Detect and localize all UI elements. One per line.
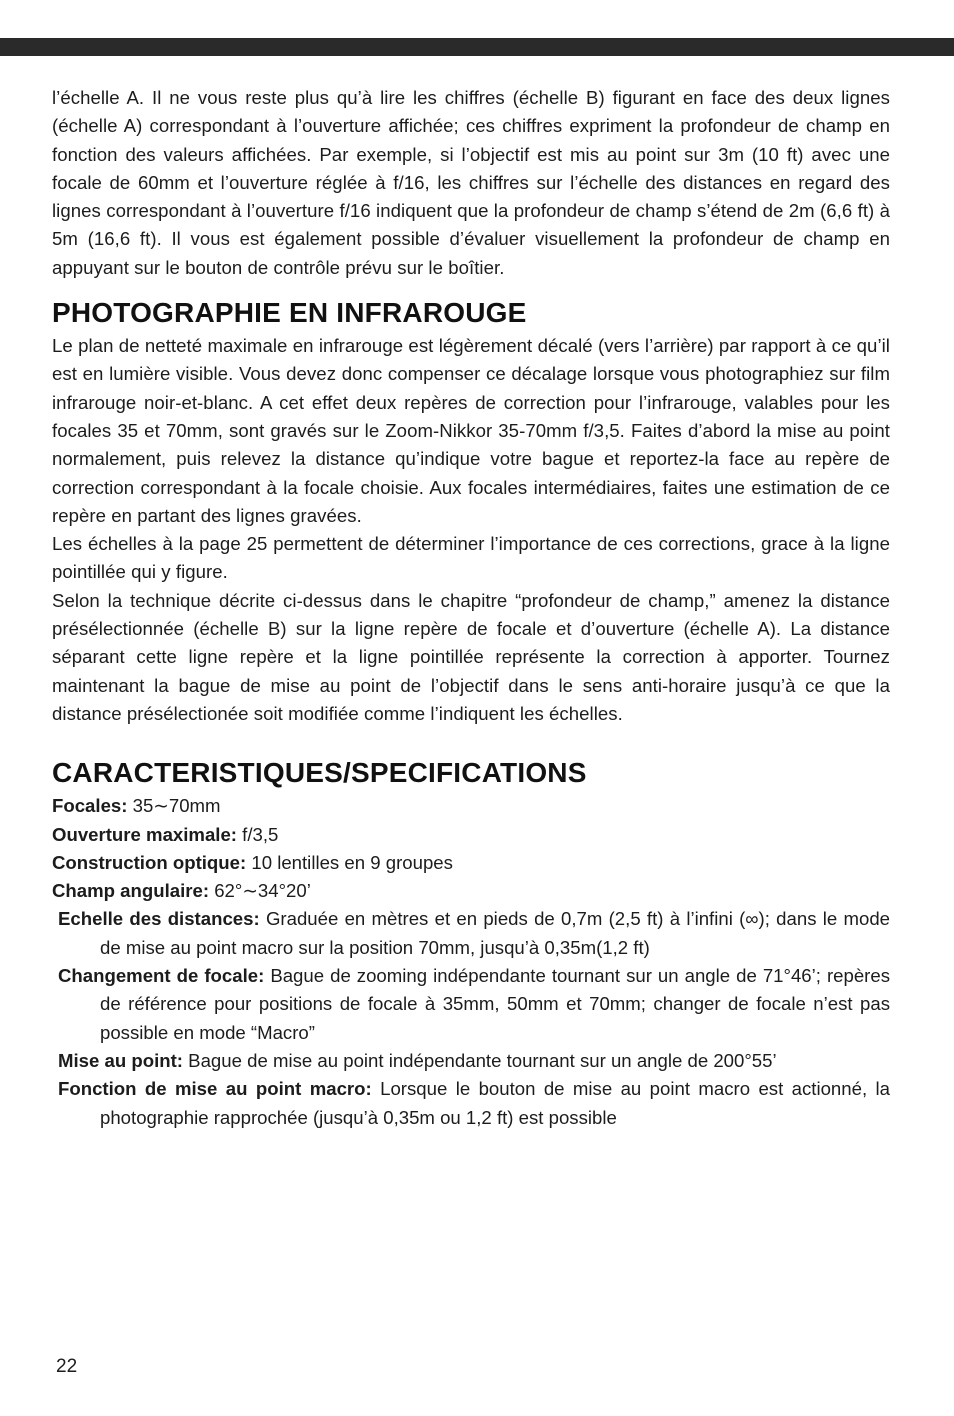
spec-optical-construction bbox=[52, 849, 890, 877]
spec-zooming bbox=[58, 962, 890, 1047]
spec-value: Bague de mise au point indépendante tournant sur un angle de 200°55’ bbox=[188, 1049, 777, 1071]
spec-label: Focales: bbox=[52, 795, 128, 817]
spec-label: Fonction de mise au point macro: bbox=[58, 1078, 372, 1100]
spec-label: Changement de focale: bbox=[58, 965, 265, 987]
spec-macro-focusing bbox=[58, 1075, 890, 1132]
spec-label: Construction optique: bbox=[52, 851, 247, 873]
spec-value: Bague de zooming indépendante tournant sur un angle de 71°46’; repères de référence pour positions de focale à 35mm, 50mm et 70mm; changer de focale n’est pas possible en mode “Macro” bbox=[100, 965, 890, 1043]
intro-paragraph: l’échelle A. Il ne vous reste plus qu’à lire les chiffres (échelle B) figurant en face des deux lignes (échelle A) correspondant à l’ouverture affichée; ces chiffres expriment la profondeur de champ en fonction des valeurs affichées. Par exemple, si l’objectif est mis au point sur 3m (10 ft) avec une focale de 60mm et l’ouverture réglée à f/16, les chiffres sur l’échelle des distances en regard des lignes correspondant à l’ouverture f/16 indiquent que la profondeur de champ s’étend de 2m (6,6 ft) à 5m (16,6 ft). Il vous est également possible d’évaluer visuellement la profondeur de champ en appuyant sur le bouton de contrôle prévu sur le boîtier. bbox=[52, 87, 890, 278]
specifications-heading: CARACTERISTIQUES/SPECIFICATIONS bbox=[52, 757, 587, 789]
spec-label: Echelle des distances: bbox=[58, 908, 260, 930]
spec-label: Ouverture maximale: bbox=[52, 823, 237, 845]
page-content bbox=[52, 84, 890, 1132]
spec-label: Champ angulaire: bbox=[52, 880, 210, 902]
scan-top-border bbox=[0, 38, 954, 56]
infrared-paragraph-3: Selon la technique décrite ci-dessus dans le chapitre “profondeur de champ,” amenez la distance présélectionnée (échelle B) sur la ligne repère de focale et d’ouverture (échelle A). La distance séparant cette ligne repère et la ligne pointillée représente la correction à apporter. Tournez maintenant la bague de mise au point de l’objectif dans le sens anti-horaire jusqu’à ce que la distance présélectionée soit modifiée comme l’indiquent les échelles. bbox=[52, 589, 890, 724]
spec-value: 35∼70mm bbox=[132, 795, 221, 817]
spec-focusing bbox=[58, 1047, 890, 1075]
spec-max-aperture bbox=[52, 821, 890, 849]
spec-value: 10 lentilles en 9 groupes bbox=[251, 851, 453, 873]
spec-value: Lorsque le bouton de mise au point macro est actionné, la photographie rapprochée (jusqu’à 0,35m ou 1,2 ft) est possible bbox=[100, 1078, 890, 1128]
page-number: 22 bbox=[56, 1356, 78, 1377]
spec-value: Graduée en mètres et en pieds de 0,7m (2,5 ft) à l’infini (∞); dans le mode de mise au point macro sur la position 70mm, jusqu’à 0,35m(1,2 ft) bbox=[100, 908, 891, 958]
infrared-heading: PHOTOGRAPHIE EN INFRAROUGE bbox=[52, 297, 527, 329]
spec-label: Mise au point: bbox=[58, 1049, 183, 1071]
spec-distance-scale bbox=[58, 905, 890, 962]
infrared-paragraph-2: Les échelles à la page 25 permettent de déterminer l’importance de ces corrections, grace à la ligne pointillée qui y figure. bbox=[52, 533, 890, 583]
spec-value: 62°∼34°20’ bbox=[214, 880, 311, 902]
infrared-paragraph-1: Le plan de netteté maximale en infrarouge est légèrement décalé (vers l’arrière) par rapport à ce qu’il est en lumière visible. Vous devez donc compenser ce décalage lorsque vous photographiez sur film infrarouge noir-et-blanc. A cet effet deux repères de correction pour l’infrarouge, valables pour les focales 35 et 70mm, sont gravés sur le Zoom-Nikkor 35-70mm f/3,5. Faites d’abord la mise au point normalement, puis relevez la distance qu’indique votre bague et reportez-la face au repère de correction correspondant à la focale choisie. Aux focales intermédiaires, faites une estimation de ce repère en partant des lignes gravées. bbox=[52, 335, 890, 526]
spec-focal-lengths bbox=[52, 792, 890, 820]
spec-angle-of-view bbox=[52, 877, 890, 905]
spec-value: f/3,5 bbox=[242, 823, 279, 845]
